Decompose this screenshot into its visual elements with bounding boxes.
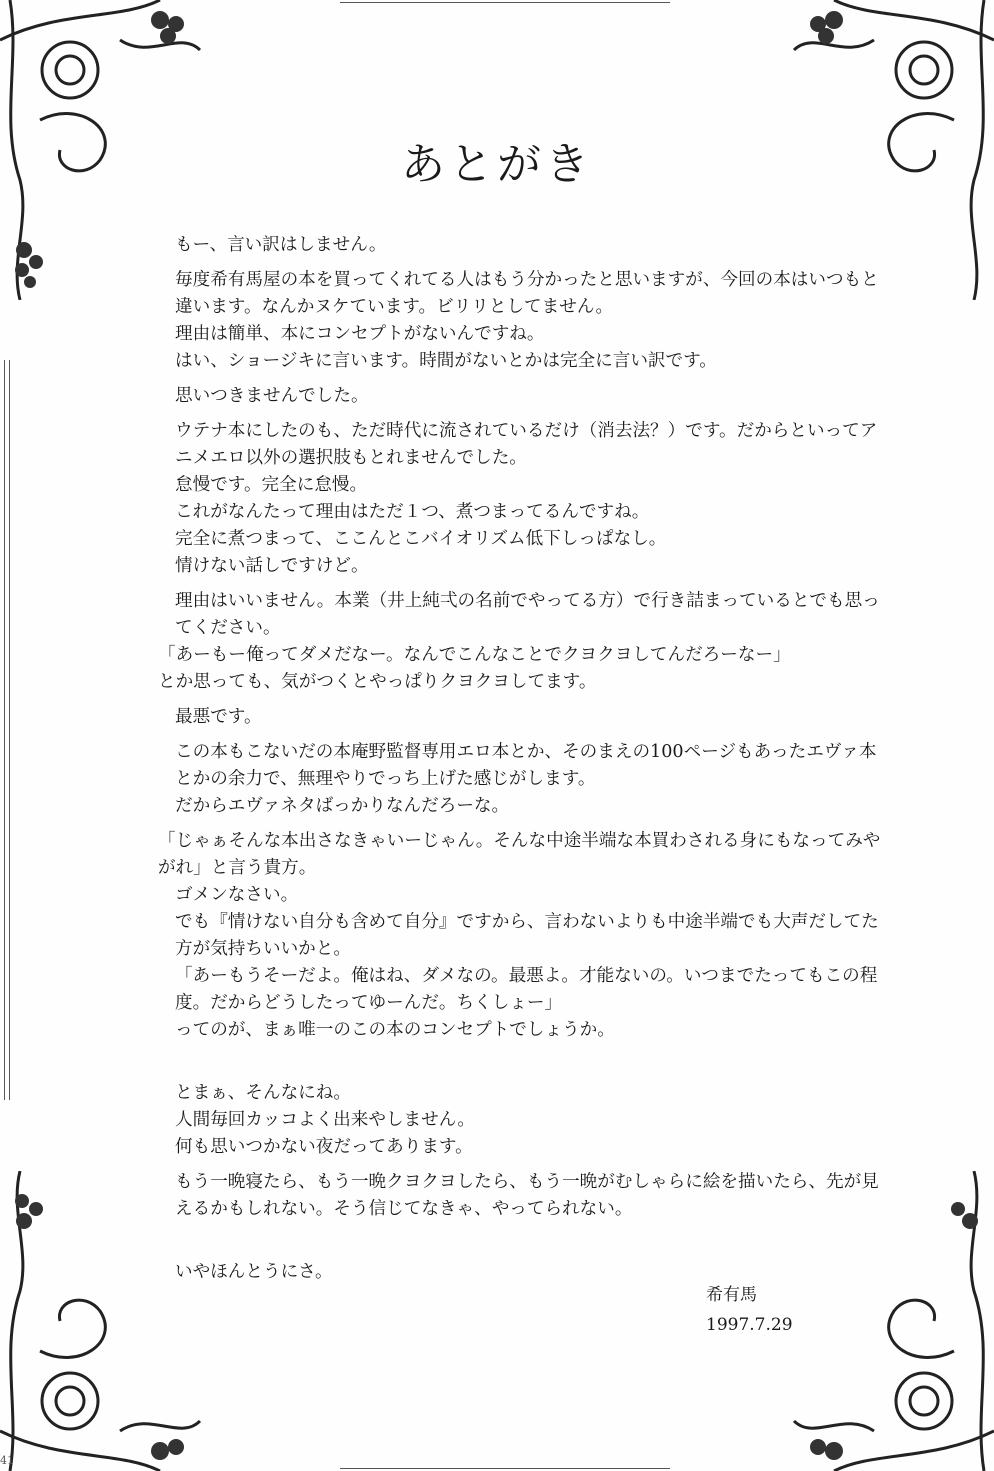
paragraph: 「あーもうそーだよ。俺はね、ダメなの。最悪よ。才能ないの。いつまでたってもこの程度。だからどうしたってゆーんだ。ちくしょー」 xyxy=(175,966,878,1013)
paragraph: 理由はいいません。本業（井上純弌の名前でやってる方）で行き詰まっているとでも思ってください。 xyxy=(175,591,880,638)
paragraph: 人間毎回カッコよく出来やしません。 xyxy=(175,1110,475,1130)
signature-date: 1997.7.29 xyxy=(706,1315,793,1335)
paragraph: ってのが、まぁ唯一のこの本のコンセプトでしょうか。 xyxy=(175,1020,615,1040)
left-border-line-inner xyxy=(9,360,10,1100)
page-number: 41 xyxy=(0,1454,14,1467)
paragraph: とまぁ、そんなにね。 xyxy=(175,1083,351,1103)
paragraph: 理由は簡単、本にコンセプトがないんですね。 xyxy=(175,324,545,344)
author-name: 希有馬 xyxy=(706,1285,757,1305)
paragraph: もう一晩寝たら、もう一晩クヨクヨしたら、もう一晩がむしゃらに絵を描いたら、先が見えるかもしれない。そう信じてなきゃ、やってられない。 xyxy=(175,1172,879,1219)
paragraph: もー、言い訳はしません。 xyxy=(175,235,387,255)
paragraph: 情けない話しですけど。 xyxy=(175,556,369,576)
paragraph: とか思っても、気がつくとやっぱりクヨクヨしてます。 xyxy=(158,672,597,692)
paragraph: はい、ショージキに言います。時間がないとかは完全に言い訳です。 xyxy=(175,351,717,371)
paragraph: これがなんたって理由はただ１つ、煮つまってるんですね。 xyxy=(175,502,650,522)
paragraph: でも『情けない自分も含めて自分』ですから、言わないよりも中途半端でも大声だしてた方が気持ちいいかと。 xyxy=(175,912,879,959)
bottom-border-line xyxy=(340,1468,670,1469)
left-border-line xyxy=(4,360,5,1100)
paragraph: この本もこないだの本庵野監督専用エロ本とか、そのまえの100ページもあったエヴァ本とかの余力で、無理やりでっち上げた感じがします。 xyxy=(175,742,877,789)
paragraph: いやほんとうにさ。 xyxy=(175,1262,333,1282)
paragraph: だからエヴァネタばっかりなんだろーな。 xyxy=(175,796,510,816)
paragraph: 最悪です。 xyxy=(175,707,262,727)
paragraph: ゴメンなさい。 xyxy=(175,885,299,905)
page-title: あとがき xyxy=(401,139,593,190)
afterword-body xyxy=(158,232,893,1286)
paragraph: 完全に煮つまって、ここんとこバイオリズム低下しっぱなし。 xyxy=(175,529,667,549)
signature-block xyxy=(706,1280,793,1340)
paragraph: 「じゃぁそんな本出さなきゃいーじゃん。そんな中途半端な本買わされる身にもなってみやがれ」と言う貴方。 xyxy=(158,831,881,878)
paragraph: 「あーもー俺ってダメだなー。なんでこんなことでクヨクヨしてんだろーなー」 xyxy=(158,645,791,665)
paragraph: ウテナ本にしたのも、ただ時代に流されているだけ（消去法？）です。だからといってアニメエロ以外の選択肢もとれませんでした。 xyxy=(175,421,878,468)
paragraph: 何も思いつかない夜だってあります。 xyxy=(175,1137,473,1157)
paragraph: 毎度希有馬屋の本を買ってくれてる人はもう分かったと思いますが、今回の本はいつもと違います。なんかヌケています。ビリリとしてません。 xyxy=(175,270,879,317)
top-border-line xyxy=(340,2,670,3)
paragraph: 思いつきませんでした。 xyxy=(175,386,369,406)
paragraph: 怠慢です。完全に怠慢。 xyxy=(175,475,368,495)
